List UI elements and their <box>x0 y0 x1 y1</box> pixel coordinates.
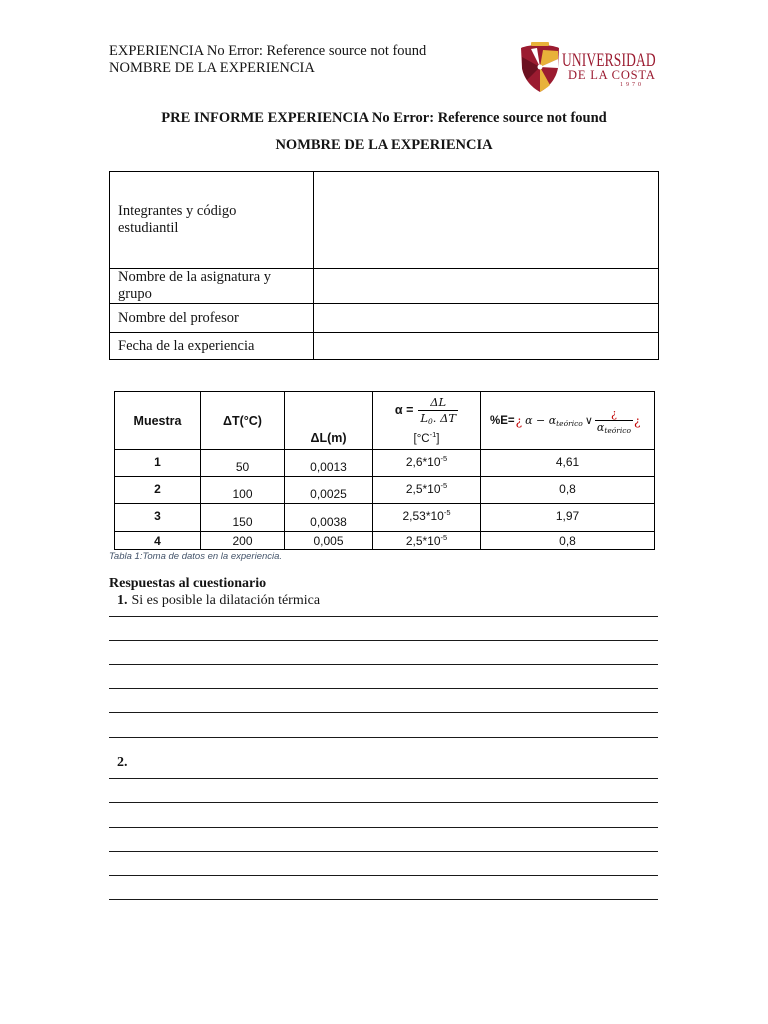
cell-alpha <box>373 450 481 477</box>
cell-error: 0,8 <box>481 532 655 550</box>
question-number: 2. <box>117 755 128 770</box>
cell-sample: 1 <box>115 450 201 477</box>
table-row <box>115 532 655 550</box>
page-title: PRE INFORME EXPERIENCIA No Error: Reference source not found <box>161 110 607 126</box>
error-fraction-denominator <box>595 420 633 434</box>
info-value-cell <box>314 172 659 269</box>
question-number: 1. <box>117 593 128 608</box>
info-label: Nombre de la asignatura y grupo <box>118 269 272 302</box>
page-subtitle: NOMBRE DE LA EXPERIENCIA <box>275 137 493 153</box>
answer-line <box>109 688 658 689</box>
info-label: Fecha de la experiencia <box>118 337 255 354</box>
alpha-unit-exp: -1 <box>429 430 437 439</box>
alpha-lhs: α = <box>394 403 414 417</box>
alpha-unit-close: ] <box>436 433 440 445</box>
cell-delta-l: 0,005 <box>285 532 373 550</box>
error-operator: ∨ <box>584 413 593 427</box>
cell-delta-t: 150 <box>201 504 285 532</box>
alpha-unit-open: [°C <box>413 433 430 445</box>
answer-line <box>109 899 658 900</box>
alpha-fraction <box>418 395 458 426</box>
cell-alpha <box>373 532 481 550</box>
header-delta-l: ΔL(m) <box>285 392 373 450</box>
data-table-header-row <box>115 392 655 450</box>
alpha-exponent: -5 <box>443 508 451 517</box>
cell-alpha <box>373 504 481 532</box>
cell-delta-l: 0,0038 <box>285 504 373 532</box>
error-fraction <box>595 407 633 434</box>
error-formula <box>490 407 654 434</box>
header-experience-line: EXPERIENCIA No Error: Reference source not found <box>109 43 427 59</box>
alpha-exponent: -5 <box>440 454 448 463</box>
info-row-date <box>110 333 659 360</box>
question-text: Si es posible la dilatación térmica <box>131 593 321 608</box>
info-table <box>109 171 659 360</box>
cell-sample: 3 <box>115 504 201 532</box>
info-value-cell <box>314 269 659 304</box>
alpha-denominator-rest: . ΔT <box>432 410 457 425</box>
error-open-mark: ¿ <box>515 413 523 428</box>
cell-alpha <box>373 477 481 504</box>
alpha-unit <box>373 432 480 446</box>
answer-line <box>109 616 658 617</box>
info-label-cell <box>110 333 314 360</box>
logo-subname: DE LA COSTA <box>568 68 656 82</box>
questionnaire-heading: Respuestas al cuestionario <box>109 576 267 591</box>
header-experience-name: NOMBRE DE LA EXPERIENCIA <box>109 60 315 76</box>
alpha-mantissa: 2,5*10 <box>405 482 441 496</box>
answer-line <box>109 664 658 665</box>
alpha-mantissa: 2,53*10 <box>402 509 444 523</box>
info-label: Integrantes y código estudiantil <box>118 203 237 236</box>
table-row <box>115 450 655 477</box>
answer-line <box>109 875 658 876</box>
alpha-exponent: -5 <box>440 481 448 490</box>
info-label-cell <box>110 269 314 304</box>
info-label-cell <box>110 304 314 333</box>
alpha-denominator-sub: 0 <box>428 416 433 426</box>
cell-error: 1,97 <box>481 504 655 532</box>
info-row-course <box>110 269 659 304</box>
question-item <box>117 592 320 609</box>
error-fraction-numerator: ¿ <box>610 407 617 420</box>
answer-line <box>109 851 658 852</box>
answer-line <box>109 737 658 738</box>
error-denominator-main: α <box>596 421 605 434</box>
header-delta-t: ΔT(°C) <box>201 392 285 450</box>
table-row <box>115 477 655 504</box>
error-expression <box>525 414 583 428</box>
alpha-mantissa: 2,5*10 <box>405 533 441 548</box>
cell-error: 0,8 <box>481 477 655 504</box>
alpha-denominator-var: L <box>420 410 429 425</box>
table-row <box>115 504 655 532</box>
alpha-numerator: ΔL <box>430 394 447 409</box>
cell-delta-t: 100 <box>201 477 285 504</box>
logo-year: 1970 <box>620 82 644 88</box>
alpha-denominator <box>418 410 458 426</box>
answer-line <box>109 640 658 641</box>
header-sample: Muestra <box>115 392 201 450</box>
info-value-cell <box>314 333 659 360</box>
university-logo <box>519 40 661 94</box>
alpha-formula <box>373 393 480 427</box>
info-row-members <box>110 172 659 269</box>
cell-delta-t: 50 <box>201 450 285 477</box>
info-value-cell <box>314 304 659 333</box>
answer-line <box>109 778 658 779</box>
header-error <box>481 392 655 450</box>
alpha-mantissa: 2,6*10 <box>405 455 441 469</box>
cell-delta-l: 0,0013 <box>285 450 373 477</box>
cell-delta-t: 200 <box>201 532 285 550</box>
error-expression-sub: teórico <box>556 418 583 428</box>
answer-line <box>109 712 658 713</box>
question-item <box>117 754 132 771</box>
answer-line <box>109 802 658 803</box>
table-caption: Tabla 1:Toma de datos en la experiencia. <box>109 551 283 562</box>
data-table <box>114 391 655 550</box>
error-close-mark: ¿ <box>633 413 641 428</box>
alpha-exponent: -5 <box>440 532 448 542</box>
info-label-cell <box>110 172 314 269</box>
answer-line <box>109 827 658 828</box>
info-row-professor <box>110 304 659 333</box>
cell-delta-l: 0,0025 <box>285 477 373 504</box>
cell-sample: 2 <box>115 477 201 504</box>
error-denominator-sub: teórico <box>604 426 631 435</box>
cell-error: 4,61 <box>481 450 655 477</box>
cell-sample: 4 <box>115 532 201 550</box>
university-crest-icon <box>519 41 561 93</box>
logo-name: UNIVERSIDAD <box>562 50 656 71</box>
info-label: Nombre del profesor <box>118 309 239 326</box>
error-expression-main: α − α <box>525 413 557 427</box>
header-alpha <box>373 392 481 450</box>
error-label: %E= <box>490 414 515 427</box>
